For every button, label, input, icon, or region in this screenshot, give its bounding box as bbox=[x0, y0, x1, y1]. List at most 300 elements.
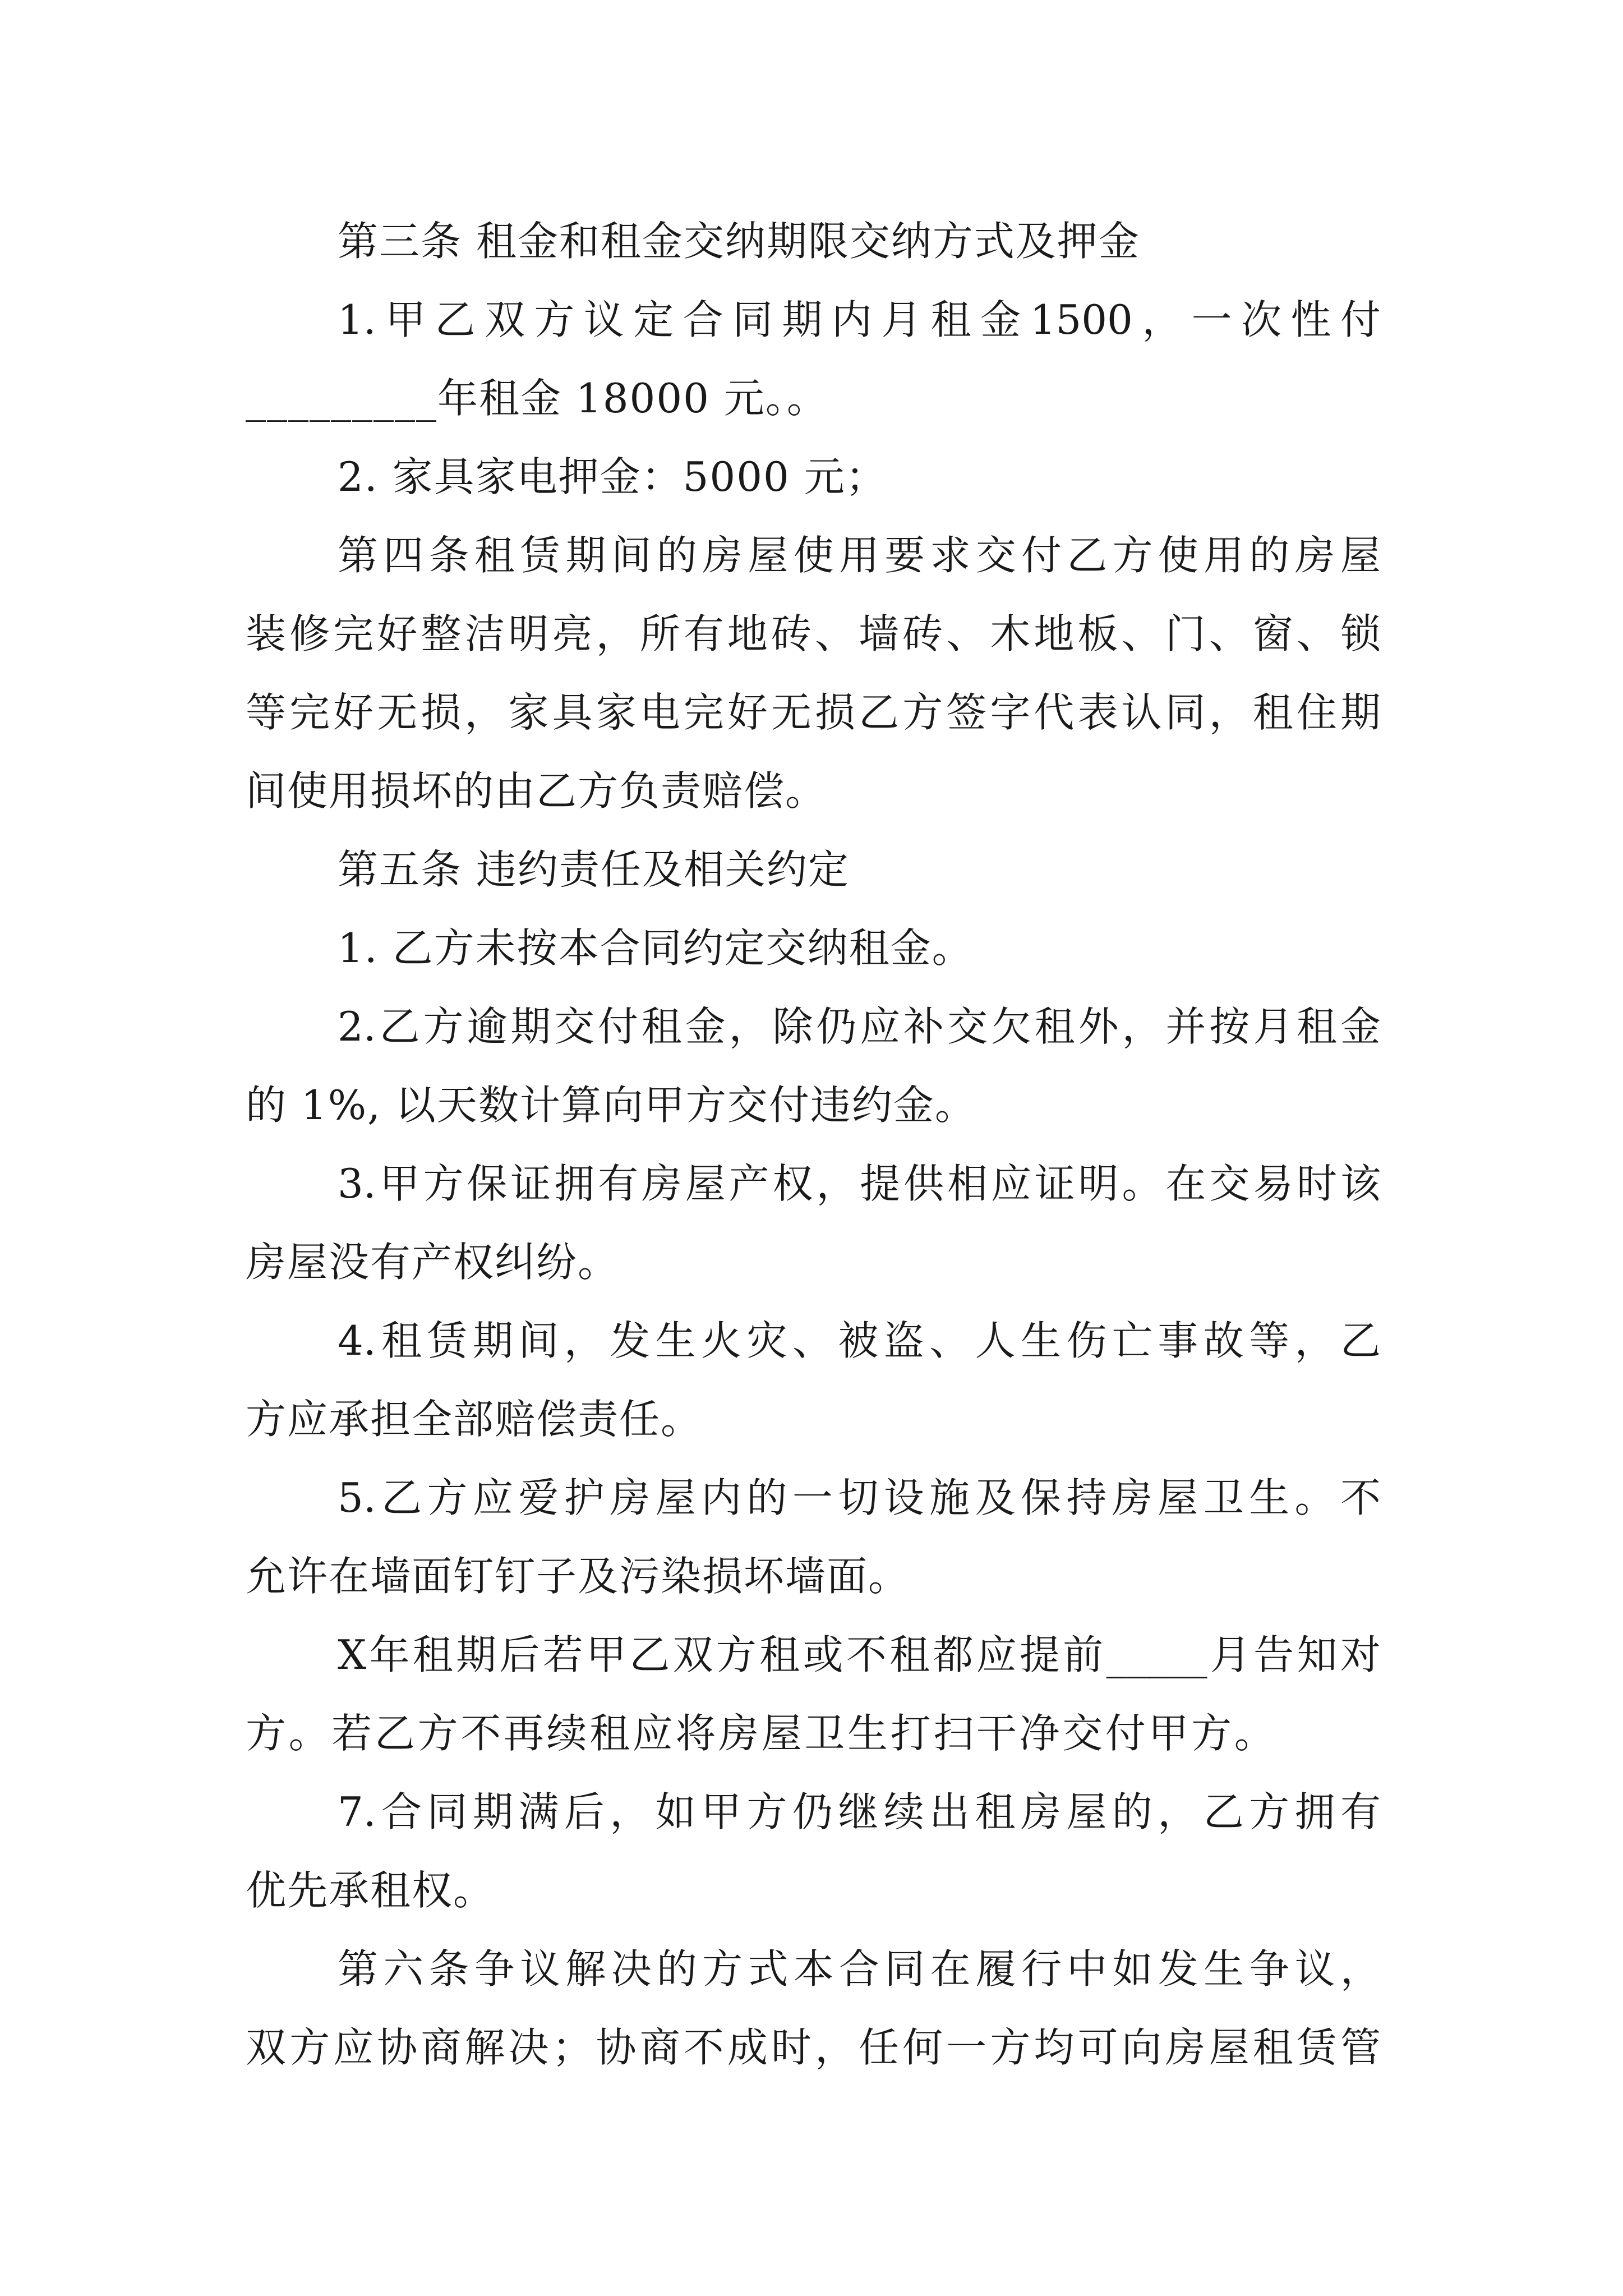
text-run: ， bbox=[816, 1160, 857, 1207]
paragraph-line bbox=[246, 673, 1381, 752]
text-run: 装 bbox=[246, 610, 287, 657]
text-run: 方 bbox=[1249, 1788, 1290, 1835]
text-run: 门 bbox=[1165, 610, 1206, 657]
text-run: 双 bbox=[672, 1631, 713, 1678]
text-run: 期 bbox=[472, 1317, 513, 1364]
text-run: 拥 bbox=[1294, 1788, 1335, 1835]
text-run: 同 bbox=[427, 1788, 468, 1835]
text-run: 应 bbox=[976, 1631, 1017, 1678]
text-run: 表 bbox=[1077, 689, 1118, 736]
text-run: 交 bbox=[1062, 1710, 1103, 1757]
text-run: 房 bbox=[610, 1474, 651, 1521]
text-run: 使 bbox=[793, 532, 834, 579]
text-run: 续 bbox=[883, 1788, 924, 1835]
text-run: 证 bbox=[510, 1160, 551, 1207]
text-run: ， bbox=[610, 1788, 651, 1835]
text-run: 房 bbox=[1294, 532, 1335, 579]
text-run: 发 bbox=[610, 1317, 651, 1364]
text-run: 、 bbox=[946, 610, 987, 657]
text-run: 将 bbox=[675, 1710, 716, 1757]
text-run: 一 bbox=[1191, 296, 1232, 343]
text-run: 明 bbox=[1078, 1160, 1119, 1207]
text-run: 次 bbox=[1241, 296, 1282, 343]
text-run: 锁 bbox=[1340, 610, 1381, 657]
text-run: 内 bbox=[831, 296, 872, 343]
text-run: 在 bbox=[930, 1945, 971, 1993]
text-run: 租 bbox=[589, 1710, 630, 1757]
text-run: 付 bbox=[1105, 1710, 1146, 1757]
paragraph-line: 房屋没有产权纠纷。 bbox=[246, 1239, 620, 1286]
text-run: 后 bbox=[499, 1631, 540, 1678]
text-run: 协 bbox=[596, 2024, 637, 2071]
text-run: 交 bbox=[1209, 1160, 1250, 1207]
text-run: 再 bbox=[503, 1710, 544, 1757]
text-run: 。 bbox=[1234, 1710, 1275, 1757]
text-run: 议 bbox=[520, 1945, 561, 1993]
text-run: 甲 bbox=[379, 1160, 420, 1207]
text-run: 发 bbox=[1158, 1945, 1198, 1993]
text-run: 同 bbox=[732, 296, 773, 343]
text-run: 议 bbox=[1294, 1945, 1335, 1993]
text-run: 方 bbox=[716, 1631, 757, 1678]
text-run: 履 bbox=[975, 1945, 1016, 1993]
text-run: 所 bbox=[639, 610, 680, 657]
text-run: 内 bbox=[701, 1474, 742, 1521]
text-run: 的 bbox=[1112, 1788, 1152, 1835]
text-run: 方 bbox=[289, 2024, 330, 2071]
text-run: ， bbox=[1294, 1317, 1335, 1364]
text-run: _____ bbox=[1106, 1631, 1207, 1678]
text-run: 屋 bbox=[1066, 1788, 1107, 1835]
text-run: 砖 bbox=[902, 610, 943, 657]
text-run: 条 bbox=[428, 532, 469, 579]
paragraph-line bbox=[338, 987, 1381, 1066]
text-run: 净 bbox=[1019, 1710, 1060, 1757]
text-run: 定 bbox=[633, 296, 674, 343]
text-run: 拥 bbox=[554, 1160, 595, 1207]
text-run: 成 bbox=[727, 2024, 768, 2071]
text-run: 应 bbox=[860, 1003, 901, 1050]
text-run: 好 bbox=[333, 689, 374, 736]
paragraph-line bbox=[246, 1694, 1275, 1773]
paragraph-line: 间使用损坏的由乙方负责赔偿。 bbox=[246, 767, 827, 815]
text-run: 打 bbox=[890, 1710, 931, 1757]
text-run: 租 bbox=[975, 1788, 1016, 1835]
text-run: 期 bbox=[510, 1003, 551, 1050]
paragraph-line bbox=[246, 595, 1381, 673]
text-run: 后 bbox=[564, 1788, 605, 1835]
text-run: 对 bbox=[1340, 1631, 1381, 1678]
text-run: 商 bbox=[421, 2024, 462, 2071]
text-run: 干 bbox=[976, 1710, 1017, 1757]
text-run: 被 bbox=[838, 1317, 879, 1364]
text-run: 及 bbox=[975, 1474, 1016, 1521]
text-run: 施 bbox=[929, 1474, 970, 1521]
text-run: 木 bbox=[990, 610, 1031, 657]
text-run: 3. bbox=[338, 1160, 376, 1207]
text-run: 除 bbox=[772, 1003, 813, 1050]
text-run: 若 bbox=[331, 1710, 372, 1757]
text-run: 时 bbox=[771, 2024, 811, 2071]
text-run: 交 bbox=[975, 532, 1016, 579]
text-run: 、 bbox=[792, 1317, 833, 1364]
text-run: 爱 bbox=[518, 1474, 559, 1521]
text-run: 的 bbox=[746, 1474, 787, 1521]
text-run: 续 bbox=[546, 1710, 587, 1757]
text-run: 应 bbox=[333, 2024, 374, 2071]
text-run: 乙 bbox=[859, 689, 900, 736]
text-run: 决 bbox=[611, 1945, 652, 1993]
text-run: 1. bbox=[338, 296, 376, 343]
text-run: 易 bbox=[1253, 1160, 1294, 1207]
text-run: 租 bbox=[1252, 689, 1293, 736]
article-5-heading: 第五条 违约责任及相关约定 bbox=[338, 846, 850, 893]
text-run: 家 bbox=[596, 689, 637, 736]
text-run: 期 bbox=[565, 532, 606, 579]
text-run: 方 bbox=[990, 2024, 1031, 2071]
text-run: 欠 bbox=[990, 1003, 1031, 1050]
text-run: 。 bbox=[1122, 1160, 1163, 1207]
text-run: 洁 bbox=[464, 610, 505, 657]
text-run: 盗 bbox=[883, 1317, 924, 1364]
text-run: 六 bbox=[383, 1945, 424, 1993]
text-run: 继 bbox=[838, 1788, 879, 1835]
text-run: 房 bbox=[1112, 1474, 1152, 1521]
text-run: 决 bbox=[508, 2024, 549, 2071]
text-run: ， bbox=[1340, 1945, 1381, 1993]
text-run: 解 bbox=[464, 2024, 505, 2071]
text-run: ， bbox=[815, 2024, 856, 2071]
text-run: 用 bbox=[838, 532, 879, 579]
text-run: 。 bbox=[288, 1710, 329, 1757]
text-run: 管 bbox=[1340, 2024, 1381, 2071]
paragraph-line: 允许在墙面钉钉子及污染损坏墙面。 bbox=[246, 1553, 910, 1600]
text-run: ， bbox=[596, 610, 637, 657]
text-run: 屋 bbox=[1340, 532, 1381, 579]
text-run: 方 bbox=[1112, 532, 1153, 579]
text-run: 如 bbox=[655, 1788, 696, 1835]
text-run: 窗 bbox=[1252, 610, 1293, 657]
text-run: 、 bbox=[815, 610, 856, 657]
text-run: 赁 bbox=[1296, 2024, 1337, 2071]
text-run: 签 bbox=[946, 689, 987, 736]
text-run: 本 bbox=[793, 1945, 834, 1993]
text-run: 住 bbox=[1296, 689, 1337, 736]
text-run: X bbox=[338, 1631, 367, 1678]
text-run: 屋 bbox=[1209, 2024, 1249, 2071]
paragraph-line bbox=[338, 1144, 1381, 1223]
text-run: 卫 bbox=[804, 1710, 845, 1757]
text-run: 电 bbox=[639, 689, 680, 736]
text-run: 伤 bbox=[1066, 1317, 1107, 1364]
text-run: 方 bbox=[902, 689, 943, 736]
text-run: 补 bbox=[903, 1003, 944, 1050]
text-run: 都 bbox=[933, 1631, 974, 1678]
text-run: 一 bbox=[946, 2024, 987, 2071]
text-run: 若 bbox=[542, 1631, 583, 1678]
text-run: 交 bbox=[947, 1003, 988, 1050]
text-run: 告 bbox=[1253, 1631, 1294, 1678]
text-run: 用 bbox=[1204, 532, 1244, 579]
text-run: 合 bbox=[381, 1788, 422, 1835]
text-run: 月 bbox=[1253, 1003, 1294, 1050]
text-run: 应 bbox=[990, 1160, 1031, 1207]
text-run: 的 bbox=[1249, 532, 1290, 579]
text-run: 证 bbox=[1034, 1160, 1075, 1207]
text-run: 生 bbox=[655, 1317, 696, 1364]
text-run: ， bbox=[1209, 689, 1249, 736]
text-run: 乙 bbox=[381, 1474, 422, 1521]
text-run: 月 bbox=[881, 296, 922, 343]
text-run: 7. bbox=[338, 1788, 376, 1835]
text-run: 完 bbox=[683, 689, 724, 736]
text-run: 方 bbox=[427, 1474, 468, 1521]
text-run: 条 bbox=[428, 1945, 469, 1993]
text-run: 屋 bbox=[655, 1474, 696, 1521]
text-run: 、 bbox=[1209, 610, 1249, 657]
text-run: 灾 bbox=[746, 1317, 787, 1364]
text-run: 砖 bbox=[771, 610, 811, 657]
text-run: ， bbox=[1142, 296, 1183, 343]
text-run: 租 bbox=[474, 532, 515, 579]
text-run: 甲 bbox=[586, 1631, 627, 1678]
text-run: 地 bbox=[727, 610, 768, 657]
text-run: 合 bbox=[838, 1945, 879, 1993]
text-run: 在 bbox=[1165, 1160, 1206, 1207]
text-run: 相 bbox=[947, 1160, 988, 1207]
text-run: 的 bbox=[656, 1945, 697, 1993]
text-run: 故 bbox=[1203, 1317, 1244, 1364]
paragraph-line: 2. 家具家电押金：5000 元； bbox=[338, 453, 887, 500]
text-run: 满 bbox=[518, 1788, 559, 1835]
text-run: 生 bbox=[1204, 1945, 1244, 1993]
text-run: 交 bbox=[554, 1003, 595, 1050]
text-run: 第 bbox=[338, 1945, 379, 1993]
text-run: 金 bbox=[980, 296, 1021, 343]
article-3-heading: 第三条 租金和租金交纳期限交纳方式及押金 bbox=[338, 218, 1140, 265]
text-run: 金 bbox=[685, 1003, 726, 1050]
text-run: 方 bbox=[423, 1160, 464, 1207]
article-4-heading bbox=[338, 516, 1381, 595]
text-run: ， bbox=[564, 1317, 605, 1364]
text-run: 无 bbox=[771, 689, 811, 736]
text-run: 4. bbox=[338, 1317, 376, 1364]
article-6-heading bbox=[338, 1930, 1381, 2008]
text-run: 损 bbox=[421, 689, 462, 736]
paragraph-line bbox=[338, 1773, 1381, 1851]
text-run: 商 bbox=[639, 2024, 680, 2071]
text-run: 屋 bbox=[748, 532, 789, 579]
text-run: 赁 bbox=[520, 532, 561, 579]
text-run: 性 bbox=[1290, 296, 1331, 343]
text-run: 该 bbox=[1340, 1160, 1381, 1207]
text-run: 事 bbox=[1158, 1317, 1198, 1364]
text-run: 字 bbox=[990, 689, 1031, 736]
text-run: 有 bbox=[597, 1160, 638, 1207]
text-run: 双 bbox=[246, 2024, 287, 2071]
text-run: 间 bbox=[518, 1317, 559, 1364]
paragraph-line bbox=[338, 280, 1381, 359]
text-run: 甲 bbox=[385, 296, 426, 343]
text-run: 等 bbox=[246, 689, 287, 736]
text-run: 应 bbox=[472, 1474, 513, 1521]
text-run: 逾 bbox=[467, 1003, 508, 1050]
text-run: 租 bbox=[381, 1317, 422, 1364]
text-run: 乙 bbox=[1203, 1788, 1244, 1835]
text-run: 付 bbox=[597, 1003, 638, 1050]
text-run: 时 bbox=[1296, 1160, 1337, 1207]
text-run: 具 bbox=[552, 689, 593, 736]
text-run: 房 bbox=[718, 1710, 759, 1757]
text-run: 协 bbox=[377, 2024, 418, 2071]
paragraph-line: _________年租金 18000 元。。 bbox=[246, 375, 828, 422]
text-run: 火 bbox=[701, 1317, 742, 1364]
text-run: 期 bbox=[782, 296, 823, 343]
text-run: 式 bbox=[748, 1945, 789, 1993]
text-run: 同 bbox=[1165, 689, 1206, 736]
text-run: 同 bbox=[884, 1945, 925, 1993]
text-run: 。 bbox=[1294, 1474, 1335, 1521]
text-run: 间 bbox=[611, 532, 652, 579]
text-run: 提 bbox=[1020, 1631, 1061, 1678]
text-run: 并 bbox=[1165, 1003, 1206, 1050]
text-run: 生 bbox=[1249, 1474, 1290, 1521]
text-run: 乙 bbox=[435, 296, 476, 343]
text-run: 乙 bbox=[1340, 1317, 1381, 1364]
text-run: 金 bbox=[1340, 1003, 1381, 1050]
text-run: 租 bbox=[412, 1631, 453, 1678]
text-run: 扫 bbox=[933, 1710, 974, 1757]
text-run: 、 bbox=[1121, 610, 1162, 657]
paragraph-line bbox=[338, 1458, 1381, 1537]
text-run: 持 bbox=[1066, 1474, 1107, 1521]
text-run: 家 bbox=[508, 689, 549, 736]
text-run: 租 bbox=[1252, 2024, 1293, 2071]
text-run: 可 bbox=[1077, 2024, 1118, 2071]
text-run: 屋 bbox=[685, 1160, 726, 1207]
text-run: ， bbox=[728, 1003, 769, 1050]
text-run: 租 bbox=[641, 1003, 682, 1050]
text-run: 四 bbox=[383, 532, 424, 579]
text-run: 争 bbox=[474, 1945, 515, 1993]
text-run: 保 bbox=[467, 1160, 508, 1207]
text-run: 生 bbox=[1021, 1317, 1062, 1364]
text-run: ， bbox=[1158, 1788, 1198, 1835]
text-run: ， bbox=[464, 689, 505, 736]
text-run: 等 bbox=[1249, 1317, 1290, 1364]
text-run: 方 bbox=[746, 1788, 787, 1835]
text-run: 地 bbox=[1034, 610, 1075, 657]
text-run: 乙 bbox=[629, 1631, 670, 1678]
text-run: 明 bbox=[508, 610, 549, 657]
text-run: 议 bbox=[583, 296, 624, 343]
text-run: 1500 bbox=[1030, 296, 1133, 343]
text-run: 权 bbox=[772, 1160, 813, 1207]
text-run: 卫 bbox=[1203, 1474, 1244, 1521]
text-run: 双 bbox=[484, 296, 525, 343]
text-run: 乙 bbox=[1067, 532, 1108, 579]
text-run: 期 bbox=[456, 1631, 497, 1678]
text-run: 好 bbox=[727, 689, 768, 736]
text-run: 按 bbox=[1209, 1003, 1250, 1050]
text-run: 合 bbox=[683, 296, 723, 343]
text-run: 提 bbox=[860, 1160, 901, 1207]
text-run: 亡 bbox=[1112, 1317, 1152, 1364]
text-run: 行 bbox=[1021, 1945, 1062, 1993]
text-run: 5. bbox=[338, 1474, 376, 1521]
text-run: 有 bbox=[1340, 1788, 1381, 1835]
paragraph-line bbox=[338, 1616, 1381, 1694]
text-run: 板 bbox=[1077, 610, 1118, 657]
paragraph-line: 方应承担全部赔偿责任。 bbox=[246, 1396, 703, 1443]
text-run: 付 bbox=[1340, 296, 1381, 343]
text-run: 乙 bbox=[374, 1710, 415, 1757]
text-run: 完 bbox=[289, 689, 330, 736]
text-run: 中 bbox=[1067, 1945, 1108, 1993]
text-run: 不 bbox=[1340, 1474, 1381, 1521]
text-run: 方 bbox=[423, 1003, 464, 1050]
text-run: 不 bbox=[683, 2024, 724, 2071]
text-run: 房 bbox=[641, 1160, 682, 1207]
text-run: 生 bbox=[847, 1710, 888, 1757]
text-run: 方 bbox=[702, 1945, 743, 1993]
text-run: 第 bbox=[338, 532, 379, 579]
paragraph-line: 1. 乙方未按本合同约定交纳租金。 bbox=[338, 924, 974, 972]
text-run: 乙 bbox=[379, 1003, 420, 1050]
text-run: 房 bbox=[1021, 1788, 1062, 1835]
text-run: 任 bbox=[859, 2024, 900, 2071]
text-run: 不 bbox=[846, 1631, 887, 1678]
text-run: 修 bbox=[289, 610, 330, 657]
text-run: 求 bbox=[930, 532, 971, 579]
text-run: 完 bbox=[333, 610, 374, 657]
text-run: 护 bbox=[564, 1474, 605, 1521]
text-run: 解 bbox=[565, 1945, 606, 1993]
text-run: 租 bbox=[889, 1631, 930, 1678]
text-run: 屋 bbox=[761, 1710, 802, 1757]
text-run: 租 bbox=[1034, 1003, 1075, 1050]
text-run: 、 bbox=[929, 1317, 970, 1364]
text-run: 如 bbox=[1112, 1945, 1153, 1993]
text-run: 期 bbox=[472, 1788, 513, 1835]
text-run: 的 bbox=[656, 532, 697, 579]
text-run: 损 bbox=[815, 689, 856, 736]
text-run: 好 bbox=[377, 610, 418, 657]
text-run: 、 bbox=[1296, 610, 1337, 657]
text-run: 人 bbox=[975, 1317, 1016, 1364]
text-run: 外 bbox=[1078, 1003, 1119, 1050]
text-run: 亮 bbox=[552, 610, 593, 657]
text-run: 切 bbox=[838, 1474, 879, 1521]
text-run: 甲 bbox=[701, 1788, 742, 1835]
paragraph-line: 的 1%, 以天数计算向甲方交付违约金。 bbox=[246, 1082, 976, 1129]
paragraph-line bbox=[246, 2008, 1381, 2087]
text-run: 要 bbox=[884, 532, 925, 579]
text-run: 知 bbox=[1297, 1631, 1338, 1678]
text-run: 赁 bbox=[427, 1317, 468, 1364]
text-run: 租 bbox=[1296, 1003, 1337, 1050]
text-run: 租 bbox=[930, 296, 971, 343]
text-run: 不 bbox=[460, 1710, 501, 1757]
text-run: 期 bbox=[1340, 689, 1381, 736]
text-run: 付 bbox=[1021, 532, 1062, 579]
text-run: 屋 bbox=[1158, 1474, 1198, 1521]
text-run: 一 bbox=[792, 1474, 833, 1521]
text-run: 设 bbox=[883, 1474, 924, 1521]
text-run: 房 bbox=[1165, 2024, 1206, 2071]
text-run: 向 bbox=[1121, 2024, 1162, 2071]
text-run: 仍 bbox=[816, 1003, 857, 1050]
